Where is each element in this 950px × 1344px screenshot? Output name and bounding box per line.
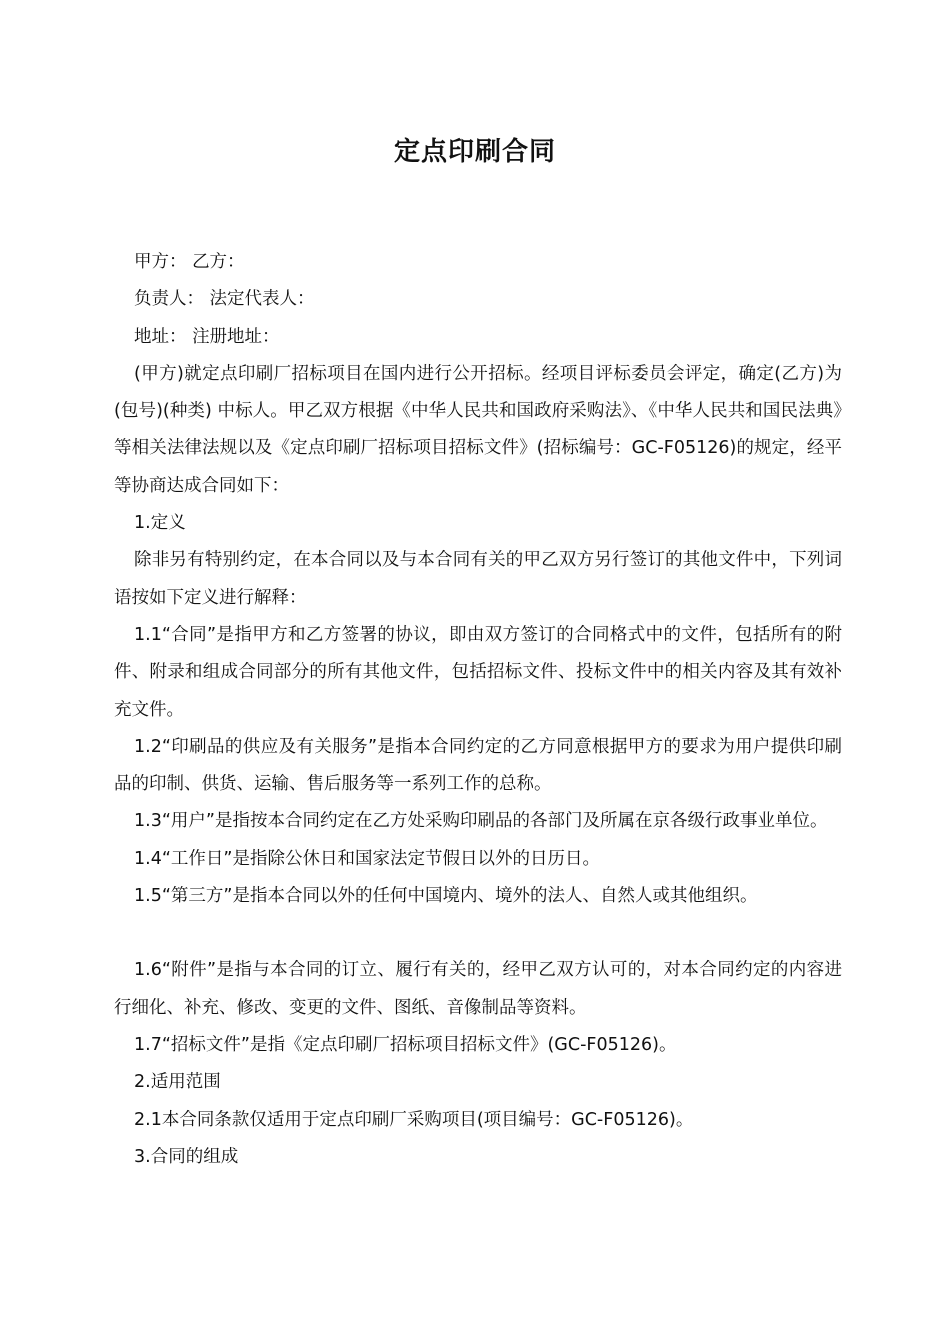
party-line-3: 地址： 注册地址： (134, 326, 280, 347)
clause-1-1: 1.1“合同”是指甲方和乙方签署的协议，即由双方签订的合同格式中的文件，包括所有的附件、附录和组成合同部分的所有其他文件，包括招标文件、投标文件中的相关内容及其有效补充文件。 (114, 624, 842, 720)
blank-line (114, 915, 842, 952)
clause-1-3: 1.3“用户”是指按本合同约定在乙方处采购印刷品的各部门及所属在京各级行政事业单位。 (134, 811, 828, 832)
clause-2-1: 2.1本合同条款仅适用于定点印刷厂采购项目(项目编号：GC-F05126)。 (134, 1109, 694, 1130)
party-line-1: 甲方： 乙方： (134, 252, 245, 272)
clause-1-6: 1.6“附件”是指与本合同的订立、履行有关的，经甲乙双方认可的，对本合同约定的内容进行细化、补充、修改、变更的文件、图纸、音像制品等资料。 (114, 960, 842, 1018)
clause-1-2: 1.2“印刷品的供应及有关服务”是指本合同约定的乙方同意根据甲方的要求为用户提供印刷品的印制、供货、运输、售后服务等一系列工作的总称。 (114, 736, 842, 795)
document-body (114, 244, 842, 1176)
party-line-2: 负责人： 法定代表人： (134, 289, 315, 310)
document-title: 定点印刷合同 (393, 137, 556, 167)
intro-paragraph: (甲方)就定点印刷厂招标项目在国内进行公开招标。经项目评标委员会评定，确定(乙方)为 (包号)(种类) 中标人。甲乙双方根据《中华人民共和国政府采购法》、《中华人民共和国民法典》等相关法律法规以及《定点印刷厂招标项目招标文件》(招标编号：GC-F05126)的规定，经平等协商达成合同如下： (114, 363, 842, 496)
clause-1-4: 1.4“工作日”是指除公休日和国家法定节假日以外的日历日。 (134, 848, 600, 869)
section-3-heading: 3.合同的组成 (134, 1146, 239, 1167)
section-2-heading: 2.适用范围 (134, 1072, 221, 1093)
clause-1-5: 1.5“第三方”是指本合同以外的任何中国境内、境外的法人、自然人或其他组织。 (134, 886, 758, 907)
clause-1-7: 1.7“招标文件”是指《定点印刷厂招标项目招标文件》(GC-F05126)。 (134, 1034, 677, 1055)
section-1-heading: 1.定义 (134, 513, 186, 534)
section-1-intro: 除非另有特别约定，在本合同以及与本合同有关的甲乙双方另行签订的其他文件中，下列词语按如下定义进行解释： (114, 550, 842, 608)
